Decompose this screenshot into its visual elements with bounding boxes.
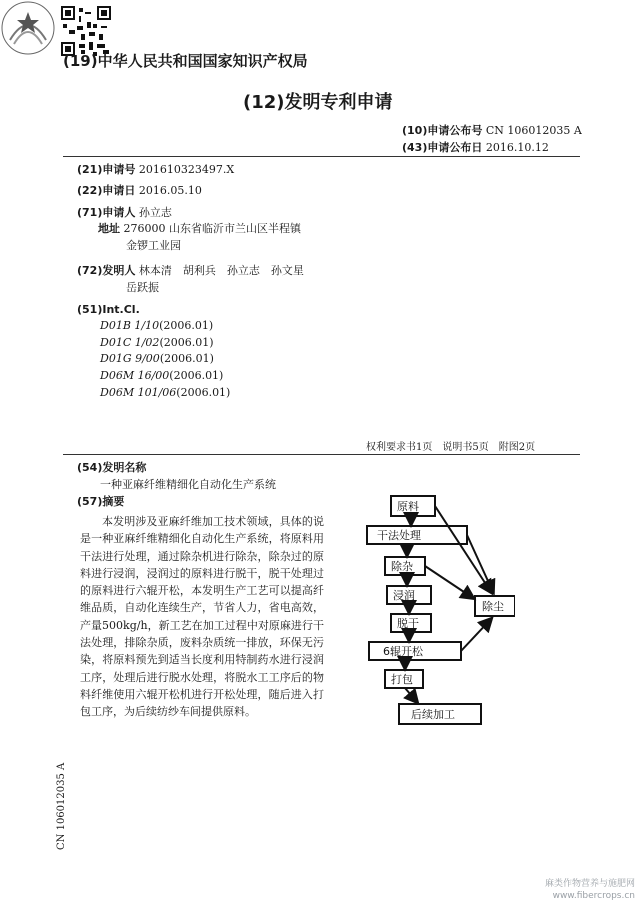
address-line-1: 276000 山东省临沂市兰山区半程镇 xyxy=(123,222,301,235)
page-count-info: 权利要求书1页 说明书5页 附图2页 xyxy=(366,442,536,453)
address-line-2: 金锣工业园 xyxy=(126,239,181,252)
publication-number-label: (10)申请公布号 xyxy=(402,124,483,137)
ipc-code: D06M 16/00 xyxy=(100,369,170,382)
flow-step-packing: 打包 xyxy=(391,673,413,686)
flow-arrow xyxy=(425,566,473,598)
abstract-text: 本发明涉及亚麻纤维加工技术领域，具体的说是一种亚麻纤维精细化自动化生产系统，将原料用干法进行处理，通过除杂机进行除杂，除杂过的原料进行浸润，浸润过的原料进行脱干，脱干处理过的原料进行六辊开松，本发明生产工艺可以提高纤维品质，自动化连续生产，节省人力，省电高效，产量500kg/h，新工艺在加工过程中对原麻进行干法处理，排除杂质，废料杂质统一排放，环保无污染，将原料预先到适当长度利用特制药水进行浸润工序，处理后进行脱水处理，将脱水工工序后的物料纤维使用六辊开松机进行开松处理，随后进入打包工序，为后续纺纱车间提供原料。 xyxy=(80,515,324,719)
qr-code-icon xyxy=(61,6,111,56)
publication-number-row xyxy=(402,122,582,138)
ipc-entry xyxy=(100,352,214,365)
flow-arrow xyxy=(461,619,491,651)
ipc-version: (2006.01) xyxy=(159,336,214,349)
ipc-version: (2006.01) xyxy=(176,386,231,399)
title-label xyxy=(77,459,146,475)
inventors-line-2: 岳跃振 xyxy=(126,281,159,294)
publication-number: CN 106012035 A xyxy=(485,124,582,137)
ipc-version: (2006.01) xyxy=(159,319,214,332)
header-divider xyxy=(63,156,580,157)
flow-step-soaking: 浸润 xyxy=(393,589,415,602)
applicant-label: (71)申请人 xyxy=(77,206,136,219)
ipc-code: D01C 1/02 xyxy=(100,336,160,349)
inventors-line-1: 林本清 胡利兵 孙立志 孙文星 xyxy=(138,264,304,277)
application-number: 201610323497.X xyxy=(138,163,235,176)
biblio-divider xyxy=(63,454,580,455)
flow-step-dewatering: 脱干 xyxy=(397,617,419,630)
address-label: 地址 xyxy=(98,222,120,235)
ipc-entry xyxy=(100,369,223,382)
watermark-line-1: 麻类作物营养与施肥网 xyxy=(544,879,635,889)
flow-step-six-roller-opening: 6辊开松 xyxy=(383,645,423,658)
ipc-code: D01G 9/00 xyxy=(100,352,160,365)
publication-date: 2016.10.12 xyxy=(485,141,549,154)
cnipa-emblem-icon xyxy=(0,0,56,56)
document-type: (12)发明专利申请 xyxy=(243,92,393,113)
ipc-entry xyxy=(100,386,230,399)
ipc-entry xyxy=(100,319,213,332)
watermark-line-2: www.fibercrops.cn xyxy=(552,891,635,901)
abstract-label xyxy=(77,493,124,509)
flow-arrow xyxy=(405,688,417,702)
ipc-entry xyxy=(100,336,214,349)
ipc-label xyxy=(77,303,140,316)
ipc-version: (2006.01) xyxy=(159,352,214,365)
publication-date-label: (43)申请公布日 xyxy=(402,141,483,154)
publication-date-row xyxy=(402,139,549,155)
process-flowchart xyxy=(355,492,515,732)
flow-side-dust-removal: 除尘 xyxy=(482,600,504,613)
inventors-label: (72)发明人 xyxy=(77,264,136,277)
ipc-version: (2006.01) xyxy=(169,369,224,382)
ipc-label-text: (51)Int.Cl. xyxy=(77,303,140,316)
side-publication-number: CN 106012035 A xyxy=(56,762,67,850)
applicant: 孙立志 xyxy=(138,206,172,219)
inventors-row xyxy=(77,262,304,278)
flow-arrow xyxy=(467,535,493,592)
ipc-code: D06M 101/06 xyxy=(100,386,177,399)
abstract-label-text: (57)摘要 xyxy=(77,495,125,508)
watermark xyxy=(525,878,635,902)
address-row xyxy=(98,220,301,236)
flow-step-dry-process: 干法处理 xyxy=(377,529,421,542)
flow-step-raw-material: 原料 xyxy=(397,500,419,513)
application-number-label: (21)申请号 xyxy=(77,163,136,176)
application-date-label: (22)申请日 xyxy=(77,184,136,197)
invention-title: 一种亚麻纤维精细化自动化生产系统 xyxy=(100,478,276,491)
flow-step-impurity-removal: 除杂 xyxy=(391,560,413,573)
application-date: 2016.05.10 xyxy=(138,184,202,197)
application-date-row xyxy=(77,182,202,198)
ipc-code: D01B 1/10 xyxy=(100,319,160,332)
flow-step-further-processing: 后续加工 xyxy=(411,708,455,721)
title-label-text: (54)发明名称 xyxy=(77,461,147,474)
application-number-row xyxy=(77,161,234,177)
applicant-row xyxy=(77,204,172,220)
office-name: (19)中华人民共和国国家知识产权局 xyxy=(63,52,308,70)
